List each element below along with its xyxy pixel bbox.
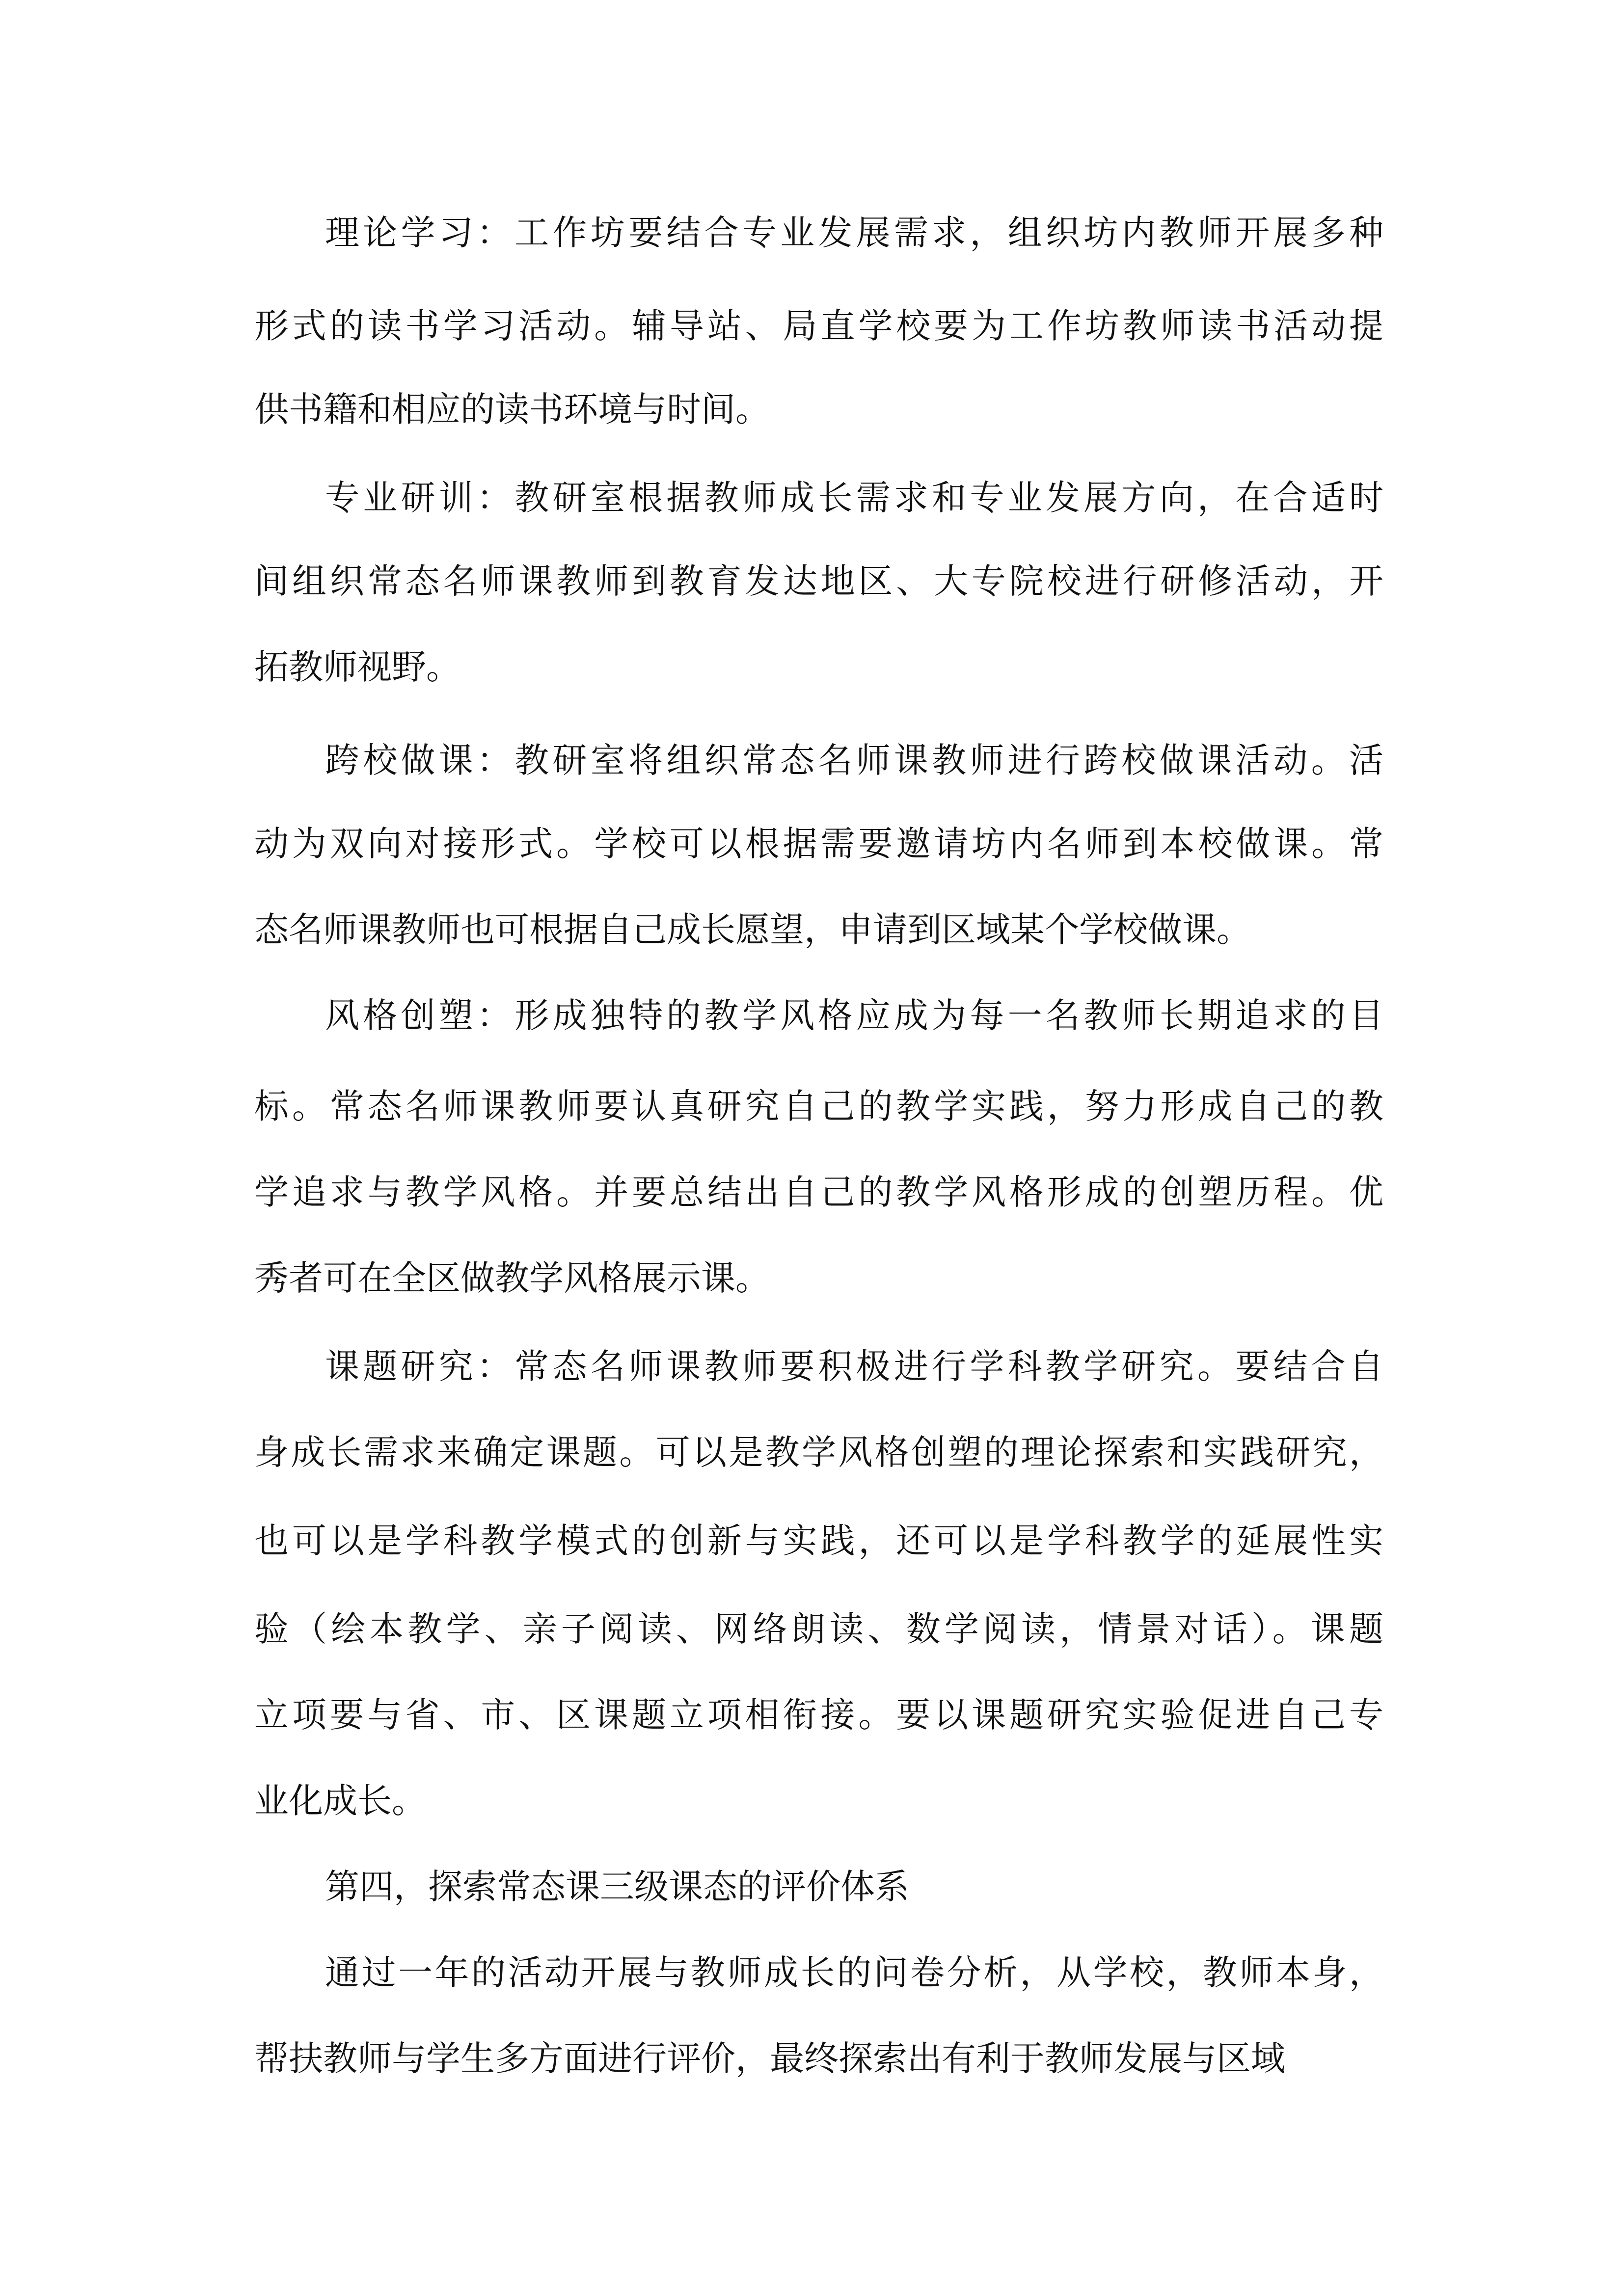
text-line: 间组织常态名师课教师到教育发达地区、大专院校进行研修活动，开: [254, 561, 1387, 601]
text-line: 帮扶教师与学生多方面进行评价，最终探索出有利于教师发展与区域: [254, 2038, 1285, 2079]
text-line: 秀者可在全区做教学风格展示课。: [254, 1258, 770, 1298]
text-line: 验（绘本教学、亲子阅读、网络朗读、数学阅读，情景对话）。课题: [254, 1609, 1388, 1649]
text-line: 专业研训：教研室根据教师成长需求和专业发展方向，在合适时: [325, 478, 1387, 518]
text-line: 动为双向对接形式。学校可以根据需要邀请坊内名师到本校做课。常: [254, 824, 1387, 864]
text-line: 理论学习：工作坊要结合专业发展需求，组织坊内教师开展多种: [325, 213, 1387, 253]
text-line: 标。常态名师课教师要认真研究自己的教学实践，努力形成自己的教: [254, 1086, 1387, 1126]
text-line: 立项要与省、市、区课题立项相衔接。要以课题研究实验促进自己专: [254, 1695, 1387, 1735]
text-line: 风格创塑：形成独特的教学风格应成为每一名教师长期追求的目: [325, 995, 1387, 1036]
text-line: 形式的读书学习活动。辅导站、局直学校要为工作坊教师读书活动提: [254, 306, 1387, 346]
text-line: 也可以是学科教学模式的创新与实践，还可以是学科教学的延展性实: [254, 1521, 1387, 1561]
text-line: 课题研究：常态名师课教师要积极进行学科教学研究。要结合自: [325, 1346, 1387, 1387]
text-line: 业化成长。: [254, 1781, 426, 1821]
text-line: 态名师课教师也可根据自己成长愿望，申请到区域某个学校做课。: [254, 909, 1251, 950]
text-line: 跨校做课：教研室将组织常态名师课教师进行跨校做课活动。活: [325, 740, 1387, 780]
text-line: 通过一年的活动开展与教师成长的问卷分析，从学校，教师本身，: [325, 1952, 1386, 1993]
text-line: 学追求与教学风格。并要总结出自己的教学风格形成的创塑历程。优: [254, 1172, 1387, 1212]
text-line: 拓教师视野。: [254, 647, 460, 687]
text-line: 身成长需求来确定课题。可以是教学风格创塑的理论探索和实践研究，: [254, 1432, 1386, 1472]
section-heading: 第四，探索常态课三级课态的评价体系: [325, 1867, 909, 1907]
text-line: 供书籍和相应的读书环境与时间。: [254, 389, 770, 429]
